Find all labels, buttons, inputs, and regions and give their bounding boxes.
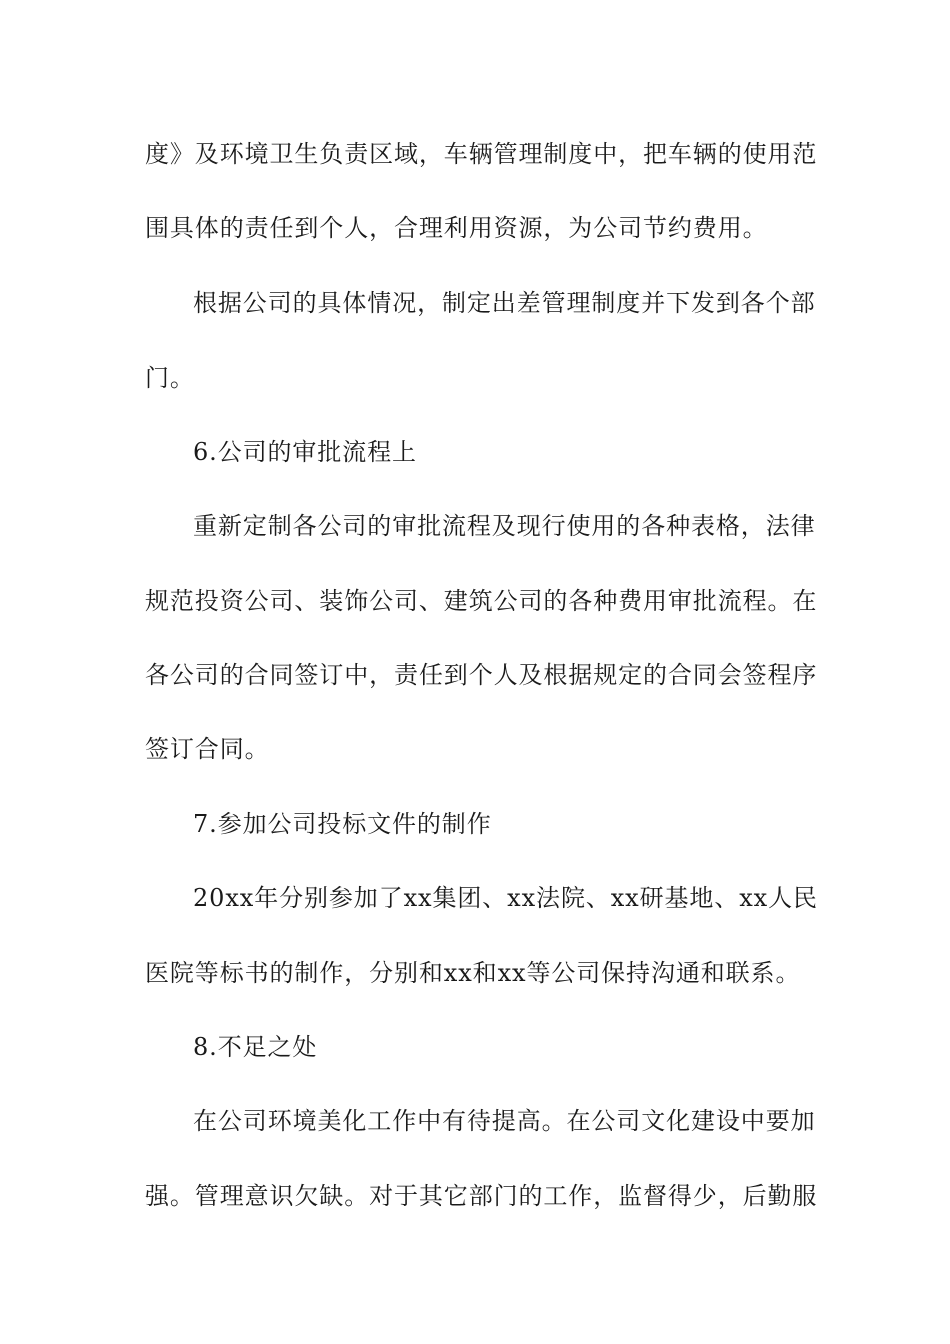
paragraph-line: 在公司环境美化工作中有待提高。在公司文化建设中要加 [193,1107,816,1135]
paragraph-line: 围具体的责任到个人，合理利用资源，为公司节约费用。 [145,214,768,242]
section-heading: 7.参加公司投标文件的制作 [193,810,492,838]
section-heading: 8.不足之处 [193,1033,318,1061]
paragraph-line: 重新定制各公司的审批流程及现行使用的各种表格，法律 [193,512,816,540]
paragraph-line: 签订合同。 [145,735,270,763]
paragraph-line: 各公司的合同签订中，责任到个人及根据规定的合同会签程序 [145,661,818,689]
paragraph-line: 规范投资公司、装饰公司、建筑公司的各种费用审批流程。在 [145,587,818,615]
paragraph-line: 门。 [145,364,195,392]
paragraph-line: 20xx年分别参加了xx集团、xx法院、xx研基地、xx人民 [193,884,818,912]
section-heading: 6.公司的审批流程上 [193,438,417,466]
paragraph-line: 度》及环境卫生负责区域，车辆管理制度中，把车辆的使用范 [145,140,818,168]
paragraph-line: 医院等标书的制作，分别和xx和xx等公司保持沟通和联系。 [145,959,801,987]
paragraph-line: 强。管理意识欠缺。对于其它部门的工作，监督得少，后勤服 [145,1182,818,1210]
paragraph-line: 根据公司的具体情况，制定出差管理制度并下发到各个部 [193,289,816,317]
